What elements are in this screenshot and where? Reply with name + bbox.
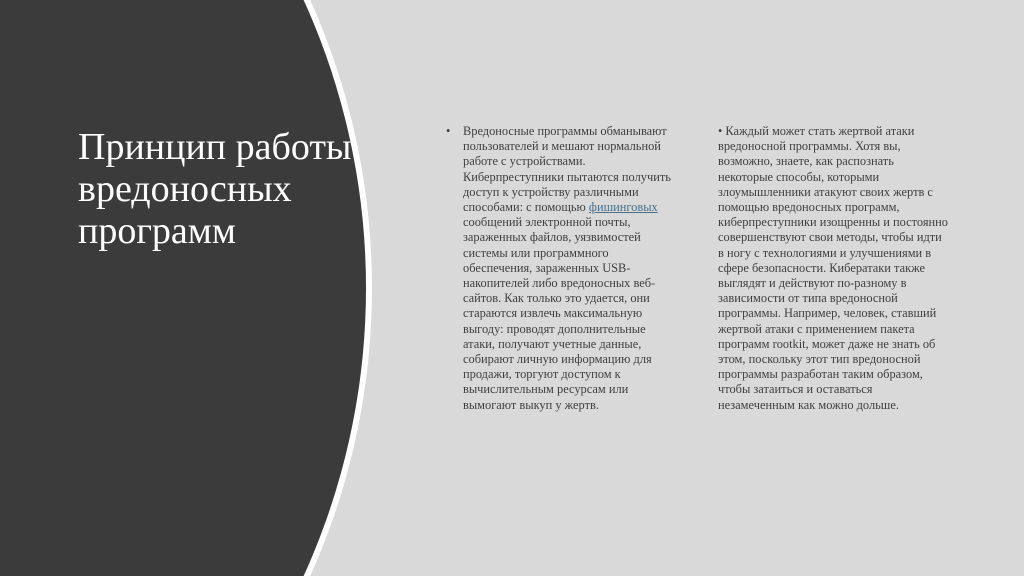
phishing-link[interactable]: фишинговых [588,200,658,215]
text-before-link: Вредоносные программы обманывают пользователей и мешают нормальной работе с устройствами. Киберпреступники пытаются получить доступ к устройству различными способами: с помощью [463,124,671,215]
content-column-2 [718,124,950,413]
content-column-1 [446,124,676,413]
bullet-text-1 [463,124,676,413]
bullet-text-2: • Каждый может стать жертвой атаки вредоносной программы. Хотя вы, возможно, знаете, как распознать некоторые способы, которыми злоумышленники атакуют своих жертв с помощью вредоносных программ, киберпреступники изощренны и постоянно совершенствуют свои методы, чтобы идти в ногу с технологиями и улучшениями в сфере безопасности. Кибератаки также выглядят и действуют по-разному в зависимости от типа вредоносной программы. Например, человек, ставший жертвой атаки с применением пакета программ rootkit, может даже не знать об этом, поскольку этот тип вредоносной программы разработан таким образом, чтобы затаиться и оставаться незамеченным как можно дольше. [718,124,949,412]
slide-title: Принцип работы вредоносных программ [78,126,352,252]
bullet-icon: • [446,124,451,138]
text-after-link: сообщений электронной почты, зараженных файлов, уязвимостей системы или программного обеспечения, зараженных USB-накопителей либо вредоносных веб-сайтов. Как только это удается, они стараются извлечь максимальную выгоду: проводят дополнительные атаки, получают учетные данные, собирают личную информацию для продажи, торгуют доступом к вычислительным ресурсам или вымогают выкуп у жертв. [463,215,656,412]
